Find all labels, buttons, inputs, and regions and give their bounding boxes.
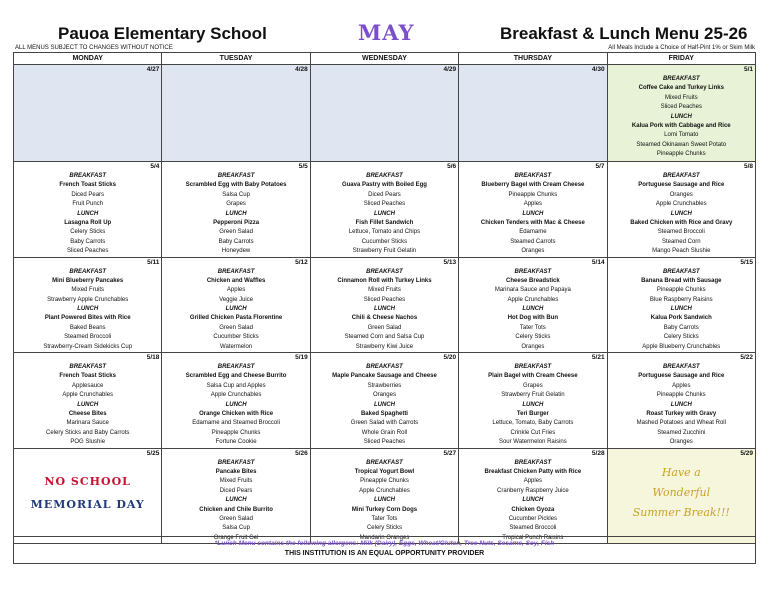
day-cell-wednesday	[310, 162, 458, 258]
side-item: Sliced Peaches	[67, 248, 109, 255]
date-label: 5/27	[443, 449, 457, 457]
side-item: Marinara Sauce	[66, 420, 109, 427]
meal-heading: BREAKFAST	[366, 173, 403, 179]
side-item: Crinkle Cut Fries	[510, 429, 556, 436]
date-label: 5/25	[146, 449, 160, 457]
side-item: Pineapple Chunks	[656, 287, 706, 294]
side-item: Oranges	[521, 343, 545, 350]
meal-heading: BREAKFAST	[514, 459, 552, 466]
day-header-tuesday: TUESDAY	[162, 53, 310, 65]
side-item: Apple Crunchables	[359, 487, 410, 494]
side-item: Tater Tots	[371, 515, 398, 522]
entree-item: Scrambled Egg with Baby Potatoes	[185, 182, 287, 189]
meal-heading: LUNCH	[670, 210, 692, 217]
side-item: Apple Crunchables	[655, 201, 707, 208]
entree-item: Blueberry Bagel with Cream Cheese	[481, 182, 585, 189]
side-item: Apples	[523, 201, 543, 208]
entree-item: Mini Blueberry Pancakes	[52, 277, 124, 284]
day-cell-wednesday	[310, 448, 458, 544]
side-item: Celery Sticks	[70, 229, 106, 236]
memorial-day-text: MEMORIAL DAY	[30, 497, 145, 511]
side-item: Mixed Fruits	[219, 478, 253, 485]
side-item: Apple Blueberry Crunchables	[642, 343, 721, 350]
side-item: Baby Carrots	[70, 238, 106, 245]
side-item: Cranberry Raspberry Juice	[497, 487, 569, 494]
side-item: Green Salad	[219, 324, 253, 331]
date-label: 5/5	[298, 163, 308, 170]
day-cell-thursday	[459, 162, 607, 258]
side-item: Apples	[523, 478, 543, 485]
footer	[13, 536, 756, 564]
entree-item: Kalua Pork with Cabbage and Rice	[631, 122, 731, 129]
milk-notice: All Meals Include a Choice of Half-Pint 1% or Skim Milk	[608, 45, 755, 51]
meal-heading: BREAKFAST	[366, 459, 403, 466]
meal-heading: BREAKFAST	[514, 268, 552, 275]
meal-heading: LUNCH	[670, 306, 692, 313]
day-cell-tuesday	[162, 162, 310, 258]
meal-heading: BREAKFAST	[69, 268, 107, 275]
summer-message-line: Wonderful	[652, 485, 711, 499]
side-item: Salsa Cup	[222, 191, 250, 198]
side-item: Diced Pears	[219, 487, 253, 494]
meal-heading: LUNCH	[225, 210, 247, 217]
side-item: Sliced Peaches	[660, 104, 702, 111]
side-item: Apples	[226, 287, 246, 294]
meal-heading: LUNCH	[522, 306, 544, 313]
date-label: 5/12	[295, 258, 308, 266]
side-item: Oranges	[521, 248, 545, 255]
day-cell-monday	[14, 353, 162, 449]
meal-heading: LUNCH	[225, 497, 247, 504]
side-item: Strawberry Kiwi Juice	[355, 343, 414, 350]
equal-opportunity-statement: THIS INSTITUTION IS AN EQUAL OPPORTUNITY PROVIDER	[284, 550, 485, 557]
entree-item: Portuguese Sausage and Rice	[638, 182, 725, 189]
menu-calendar	[13, 52, 756, 544]
entree-item: Lasagna Roll Up	[64, 219, 112, 226]
entree-item: French Toast Sticks	[59, 373, 116, 380]
side-item: Green Salad	[367, 324, 402, 331]
meal-heading: LUNCH	[670, 113, 692, 120]
date-label: 5/4	[150, 163, 160, 170]
side-item: Mango Peach Slushie	[652, 248, 711, 255]
entree-item: Cinnamon Roll with Turkey Links	[337, 277, 432, 284]
day-cell-friday	[607, 65, 755, 162]
date-label: 5/29	[740, 449, 753, 457]
day-cell-friday	[607, 448, 755, 544]
day-cell-tuesday	[162, 353, 310, 449]
entree-item: Coffee Cake and Turkey Links	[638, 85, 724, 92]
side-item: Marinara Sauce and Papaya	[494, 287, 571, 294]
meal-heading: BREAKFAST	[217, 364, 255, 371]
side-item: Celery Sticks	[515, 334, 551, 341]
entree-item: Orange Chicken with Rice	[199, 410, 274, 417]
date-label: 5/14	[591, 258, 605, 266]
day-header-monday: MONDAY	[14, 53, 162, 65]
day-cell-wednesday	[310, 257, 458, 353]
side-item: Steamed Broccoli	[509, 525, 557, 532]
side-item: Baby Carrots	[663, 324, 699, 331]
side-item: Mandarin Oranges	[359, 534, 410, 541]
side-item: Strawberries	[367, 382, 402, 389]
meal-heading: BREAKFAST	[514, 364, 552, 371]
summer-message	[608, 463, 755, 523]
side-item: Mixed Fruits	[368, 287, 401, 294]
date-label: 5/6	[447, 163, 457, 170]
meal-heading: LUNCH	[225, 401, 247, 408]
side-item: Lomi Tomato	[664, 132, 699, 139]
side-item: Whole Grain Roll	[361, 429, 408, 436]
entree-item: Baked Spaghetti	[360, 410, 408, 417]
day-cell-thursday	[459, 353, 607, 449]
side-item: Grapes	[226, 201, 246, 208]
side-item: Honeydew	[221, 248, 251, 255]
school-name: Pauoa Elementary School	[58, 24, 267, 43]
side-item: Apple Crunchables	[62, 392, 114, 399]
entree-item: Teri Burger	[516, 410, 549, 417]
day-cell-monday	[14, 448, 162, 544]
side-item: Pineapple Chunks	[360, 478, 409, 485]
entree-item: Roast Turkey with Gravy	[646, 410, 717, 417]
week-row	[14, 353, 756, 449]
side-item: Sliced Peaches	[363, 439, 406, 446]
week-row	[14, 257, 756, 353]
side-item: Steamed Carrots	[510, 238, 556, 245]
meal-heading: LUNCH	[225, 306, 247, 313]
date-label: 5/7	[595, 163, 605, 170]
meal-heading: BREAKFAST	[662, 173, 700, 179]
changes-notice: ALL MENUS SUBJECT TO CHANGES WITHOUT NOTICE	[15, 45, 173, 51]
side-item: Edamame	[519, 229, 547, 236]
day-header-thursday: THURSDAY	[459, 53, 607, 65]
day-cell-friday	[607, 353, 755, 449]
date-label: 5/28	[591, 449, 605, 457]
entree-item: French Toast Sticks	[59, 182, 116, 189]
day-cell-thursday	[459, 257, 607, 353]
meal-heading: BREAKFAST	[662, 76, 700, 82]
entree-item: Fish Fillet Sandwich	[355, 219, 414, 226]
entree-item: Portuguese Sausage and Rice	[638, 373, 725, 380]
side-item: Oranges	[372, 392, 396, 399]
side-item: Green Salad with Carrots	[350, 420, 419, 427]
date-label: 5/11	[147, 258, 160, 266]
side-item: Sliced Peaches	[363, 296, 406, 303]
entree-item: Banana Bread with Sausage	[641, 277, 722, 284]
date-label: 4/27	[146, 66, 160, 73]
side-item: Oranges	[669, 439, 693, 446]
menu-title: Breakfast & Lunch Menu 25-26	[500, 24, 748, 43]
summer-message-line: Have a	[661, 465, 701, 479]
meal-heading: LUNCH	[373, 210, 395, 217]
summer-message-line: Summer Break!!!	[632, 505, 730, 519]
side-item: Cucumber Pickles	[508, 515, 558, 522]
side-item: Strawberry Fruit Gelatin	[352, 248, 417, 255]
side-item: Apples	[672, 382, 691, 389]
meal-heading: LUNCH	[77, 401, 99, 408]
date-label: 5/26	[295, 449, 308, 457]
side-item: Strawberry Fruit Gelatin	[501, 392, 565, 399]
week-row	[14, 162, 756, 258]
side-item: Lettuce, Tomato, Baby Carrots	[492, 420, 574, 427]
day-cell-friday	[607, 162, 755, 258]
side-item: Oranges	[669, 191, 693, 198]
side-item: Tater Tots	[519, 324, 546, 331]
side-item: Apple Crunchables	[507, 296, 559, 303]
side-item: Green Salad	[219, 515, 253, 522]
side-item: Steamed Broccoli	[657, 229, 705, 236]
side-item: Apple Crunchables	[210, 392, 262, 399]
day-cell-wednesday	[310, 353, 458, 449]
side-item: Baked Beans	[69, 324, 106, 331]
no-school-text: NO SCHOOL	[44, 474, 131, 488]
side-item: Fruit Punch	[72, 201, 104, 208]
entree-item: Cheese Bites	[68, 410, 107, 417]
meal-heading: LUNCH	[522, 401, 544, 408]
side-item: Grapes	[523, 382, 543, 389]
entree-item: Cheese Breadstick	[506, 277, 560, 284]
meal-heading: LUNCH	[373, 401, 395, 408]
side-item: Mashed Potatoes and Wheat Roll	[636, 420, 726, 427]
day-cell-monday	[14, 65, 162, 162]
side-item: Strawberry Apple Crunchables	[47, 296, 129, 303]
side-item: Strawberry-Cream Sidekicks Cup	[43, 343, 133, 350]
side-item: Salsa Cup	[222, 525, 250, 532]
side-item: Sliced Peaches	[363, 201, 406, 208]
side-item: Baby Carrots	[218, 238, 254, 245]
side-item: Mixed Fruits	[664, 94, 698, 101]
meal-heading: LUNCH	[373, 497, 395, 504]
side-item: Steamed Zucchini	[657, 429, 706, 436]
date-label: 5/22	[740, 354, 753, 362]
entree-item: Maple Pancake Sausage and Cheese	[332, 373, 437, 380]
entree-item: Tropical Yogurt Bowl	[354, 468, 415, 475]
side-item: Mixed Fruits	[71, 287, 105, 294]
date-label: 5/13	[443, 258, 457, 266]
meal-heading: BREAKFAST	[514, 173, 552, 179]
side-item: Steamed Broccoli	[64, 334, 112, 341]
side-item: Celery Sticks	[663, 334, 699, 341]
side-item: Sour Watermelon Raisins	[498, 439, 567, 446]
meal-heading: LUNCH	[522, 497, 544, 504]
entree-item: Grilled Chicken Pasta Florentine	[189, 315, 283, 322]
meal-heading: LUNCH	[670, 401, 692, 408]
entree-item: Baked Chicken with Rice and Gravy	[630, 219, 733, 226]
side-item: Steamed Okinawan Sweet Potato	[636, 141, 727, 148]
side-item: Watermelon	[220, 343, 253, 350]
meal-heading: LUNCH	[77, 306, 99, 313]
side-item: Tropical Punch Raisins	[502, 534, 564, 541]
date-label: 5/1	[743, 66, 753, 73]
side-item: Celery Sticks and Baby Carrots	[46, 429, 130, 436]
side-item: Green Salad	[219, 229, 253, 236]
entree-item: Chicken and Chile Burrito	[199, 506, 273, 513]
day-cell-monday	[14, 162, 162, 258]
week-row	[14, 448, 756, 544]
day-cell-wednesday	[310, 65, 458, 162]
date-label: 5/18	[146, 354, 160, 362]
meal-heading: BREAKFAST	[217, 459, 255, 466]
meal-heading: BREAKFAST	[662, 364, 700, 371]
date-label: 4/28	[295, 66, 308, 73]
entree-item: Pepperoni Pizza	[213, 219, 260, 226]
meal-heading: BREAKFAST	[662, 268, 700, 275]
meal-heading: LUNCH	[77, 210, 99, 217]
entree-item: Plain Bagel with Cream Cheese	[488, 373, 578, 380]
day-cell-thursday	[459, 65, 607, 162]
entree-item: Chicken and Waffles	[206, 277, 266, 284]
entree-item: Scrambled Egg and Cheese Burrito	[185, 373, 287, 380]
page-header	[0, 0, 768, 60]
week-row	[14, 65, 756, 162]
side-item: Cucumber Sticks	[361, 238, 408, 245]
side-item: Steamed Corn	[661, 238, 701, 245]
side-item: Pineapple Chunks	[508, 191, 558, 198]
side-item: Diced Pears	[71, 191, 105, 198]
side-item: Pineapple Chunks	[656, 151, 706, 158]
date-label: 4/30	[591, 66, 605, 73]
entree-item: Guava Pastry with Boiled Egg	[341, 182, 427, 189]
side-item: Blue Raspberry Raisins	[649, 296, 713, 303]
side-item: Salsa Cup and Apples	[206, 382, 266, 389]
side-item: POG Slushie	[70, 439, 106, 446]
entree-item: Chili & Cheese Nachos	[351, 315, 418, 322]
day-cell-tuesday	[162, 257, 310, 353]
entree-item: Pancake Bites	[215, 468, 257, 475]
meal-heading: BREAKFAST	[69, 173, 107, 179]
day-cell-tuesday	[162, 65, 310, 162]
side-item: Applesauce	[72, 382, 104, 389]
entree-item: Chicken Gyoza	[511, 506, 555, 513]
day-cell-thursday	[459, 448, 607, 544]
date-label: 5/19	[295, 354, 308, 362]
date-label: 4/29	[443, 66, 457, 73]
date-label: 5/21	[591, 354, 605, 362]
side-item: Pineapple Chunks	[211, 429, 261, 436]
entree-item: Plant Powered Bites with Rice	[44, 315, 131, 322]
meal-heading: BREAKFAST	[217, 268, 255, 275]
side-item: Lettuce, Tomato and Chips	[348, 229, 421, 236]
date-label: 5/15	[740, 258, 753, 266]
meal-heading: BREAKFAST	[366, 364, 403, 371]
side-item: Diced Pears	[368, 191, 401, 198]
meal-heading: LUNCH	[373, 306, 395, 313]
day-header-row	[14, 53, 756, 65]
day-cell-tuesday	[162, 448, 310, 544]
meal-heading: BREAKFAST	[217, 173, 255, 179]
day-header-wednesday: WEDNESDAY	[310, 53, 458, 65]
side-item: Steamed Corn and Salsa Cup	[344, 334, 425, 341]
day-cell-monday	[14, 257, 162, 353]
side-item: Celery Sticks	[366, 525, 402, 532]
date-label: 5/8	[743, 163, 753, 170]
side-item: Pineapple Chunks	[656, 392, 706, 399]
day-cell-friday	[607, 257, 755, 353]
entree-item: Hot Dog with Bun	[507, 315, 559, 322]
date-label: 5/20	[443, 354, 457, 362]
entree-item: Kalua Pork Sandwich	[650, 315, 712, 322]
day-header-friday: FRIDAY	[607, 53, 755, 65]
month-title: MAY	[358, 20, 415, 45]
entree-item: Breakfast Chicken Patty with Rice	[484, 468, 582, 475]
side-item: Fortune Cookie	[215, 439, 257, 446]
side-item: Orange Fruit Gel	[213, 534, 259, 541]
side-item: Cucumber Sticks	[213, 334, 259, 341]
side-item: Veggie Juice	[219, 296, 254, 303]
allergen-notice: *Lunch Menu contains the following allergens: Milk (Dairy), Eggs, Wheat/Gluten, Tree Nuts, Sesame, Soy, Fish	[214, 540, 555, 547]
entree-item: Chicken Tenders with Mac & Cheese	[480, 219, 585, 226]
side-item: Edamame and Steamed Broccoli	[192, 420, 280, 427]
meal-heading: BREAKFAST	[366, 268, 403, 275]
meal-heading: LUNCH	[522, 210, 544, 217]
meal-heading: BREAKFAST	[69, 364, 107, 371]
entree-item: Mini Turkey Corn Dogs	[351, 506, 418, 513]
